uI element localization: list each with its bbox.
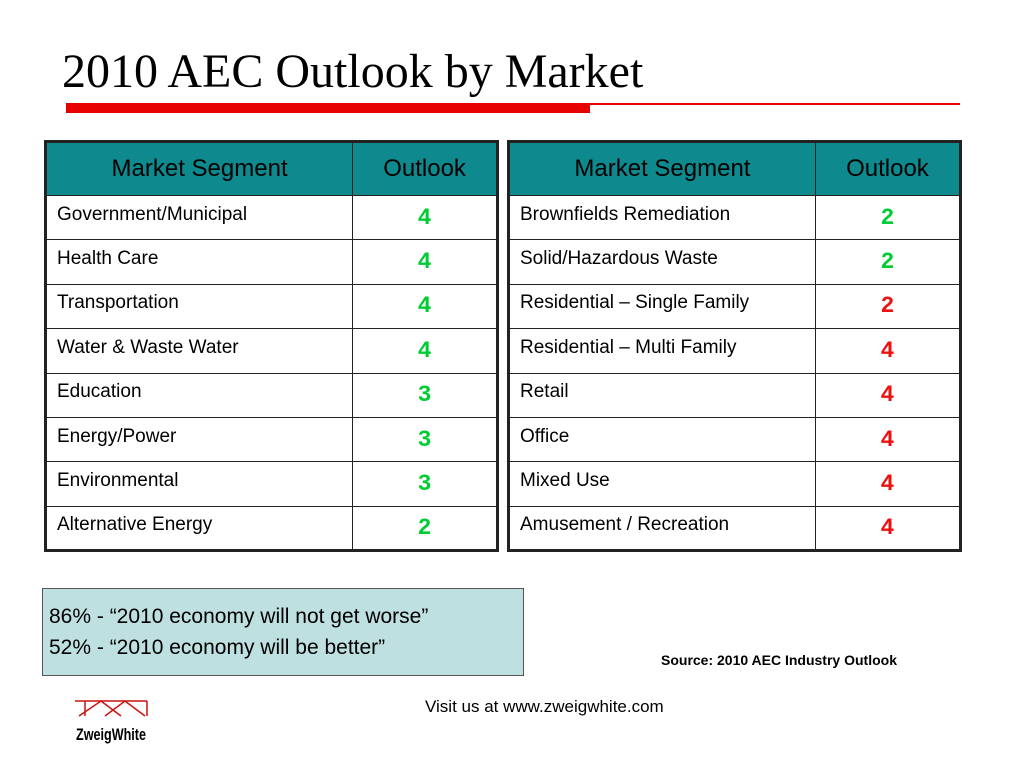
outlook-value-cell: 4 [815, 417, 960, 461]
survey-results-box [42, 588, 524, 676]
table-row [509, 506, 961, 550]
market-segment-cell: Mixed Use [509, 462, 816, 506]
survey-line-better: 52% - “2010 economy will be better” [49, 636, 386, 659]
table-row [46, 417, 498, 461]
column-header-outlook: Outlook [815, 142, 960, 196]
table-row [509, 196, 961, 240]
table-row [509, 240, 961, 284]
market-segment-cell: Government/Municipal [46, 196, 353, 240]
market-segment-cell: Residential – Multi Family [509, 329, 816, 373]
market-segment-cell: Health Care [46, 240, 353, 284]
market-segment-cell: Brownfields Remediation [509, 196, 816, 240]
table-header-row [509, 142, 961, 196]
outlook-value-cell: 4 [815, 506, 960, 550]
table-row [46, 506, 498, 550]
outlook-value-cell: 2 [815, 196, 960, 240]
market-segment-cell: Residential – Single Family [509, 284, 816, 328]
table-row [509, 462, 961, 506]
outlook-value-cell: 2 [353, 506, 498, 550]
outlook-value-cell: 4 [815, 462, 960, 506]
title-underline-thin [590, 103, 960, 105]
table-row [509, 284, 961, 328]
outlook-value-cell: 4 [353, 240, 498, 284]
title-underline-thick [66, 103, 590, 113]
table-row [509, 329, 961, 373]
market-segment-cell: Environmental [46, 462, 353, 506]
outlook-value-cell: 3 [353, 373, 498, 417]
market-segment-cell: Energy/Power [46, 417, 353, 461]
outlook-value-cell: 3 [353, 462, 498, 506]
outlook-value-cell: 4 [815, 329, 960, 373]
column-header-market-segment: Market Segment [509, 142, 816, 196]
market-segment-cell: Education [46, 373, 353, 417]
table-header-row [46, 142, 498, 196]
table-row [509, 417, 961, 461]
outlook-value-cell: 4 [353, 329, 498, 373]
visit-website-text[interactable]: Visit us at www.zweigwhite.com [425, 697, 664, 716]
market-segment-cell: Retail [509, 373, 816, 417]
table-row [46, 373, 498, 417]
survey-line-worse: 86% - “2010 economy will not get worse” [49, 605, 429, 628]
market-segment-cell: Water & Waste Water [46, 329, 353, 373]
table-row [46, 196, 498, 240]
outlook-table-left [44, 140, 499, 552]
market-segment-cell: Office [509, 417, 816, 461]
market-segment-cell: Alternative Energy [46, 506, 353, 550]
table-row [46, 284, 498, 328]
outlook-value-cell: 4 [353, 284, 498, 328]
zweigwhite-logo-icon [75, 698, 155, 750]
table-row [46, 240, 498, 284]
column-header-outlook: Outlook [353, 142, 498, 196]
table-row [46, 462, 498, 506]
market-segment-cell: Amusement / Recreation [509, 506, 816, 550]
market-segment-cell: Transportation [46, 284, 353, 328]
outlook-value-cell: 3 [353, 417, 498, 461]
outlook-value-cell: 4 [353, 196, 498, 240]
table-row [509, 373, 961, 417]
outlook-value-cell: 2 [815, 284, 960, 328]
market-segment-cell: Solid/Hazardous Waste [509, 240, 816, 284]
column-header-market-segment: Market Segment [46, 142, 353, 196]
outlook-table-right [507, 140, 962, 552]
logo-wordmark: ZweigWhite [76, 725, 146, 744]
outlook-value-cell: 2 [815, 240, 960, 284]
slide-title: 2010 AEC Outlook by Market [62, 45, 644, 98]
source-note: Source: 2010 AEC Industry Outlook [661, 652, 897, 668]
outlook-value-cell: 4 [815, 373, 960, 417]
table-row [46, 329, 498, 373]
